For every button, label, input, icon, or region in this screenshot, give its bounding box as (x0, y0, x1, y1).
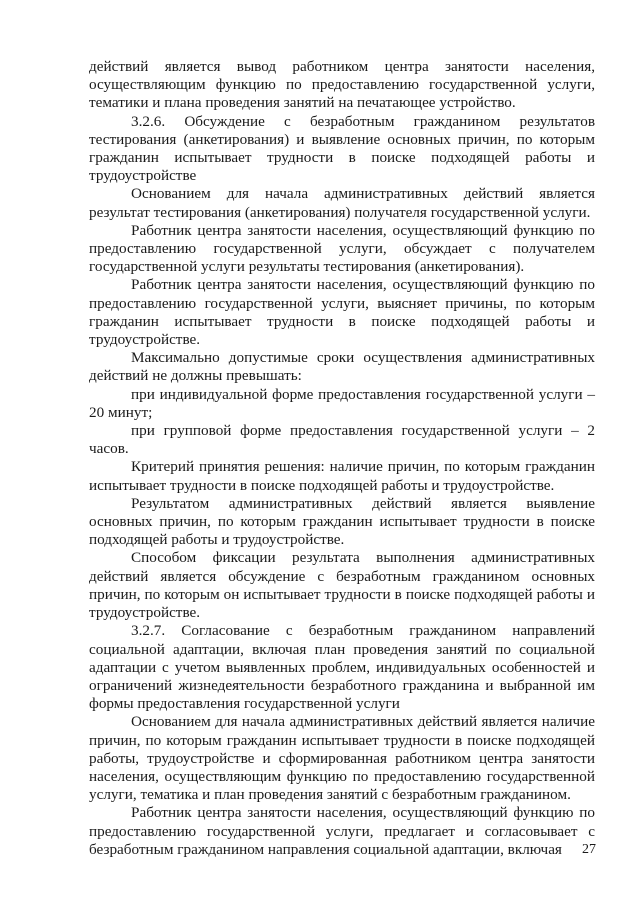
paragraph: Основанием для начала административных действий является наличие причин, по которым гражданин испытывает трудности в поиске подходящей работы, трудоустройстве и сформированная работником центра занятости населения, осуществляющим функцию по предоставлению государственной услуги, тематика и план проведения занятий с безработным гражданином. (89, 713, 595, 804)
paragraph: Работник центра занятости населения, осуществляющий функцию по предоставлению государственной услуги, обсуждает с получателем государственной услуги результаты тестирования (анкетирования). (89, 221, 595, 276)
paragraph-list-item: при индивидуальной форме предоставления государственной услуги – 20 минут; (89, 385, 595, 421)
paragraph-section-3-2-7-heading: 3.2.7. Согласование с безработным гражданином направлений социальной адаптации, включая план проведения занятий по социальной адаптации с учетом выявленных проблем, индивидуальных особенностей и ограничений жизнедеятельности безработного гражданина и выбранной им формы предоставления государственной услуги (89, 622, 595, 713)
paragraph: Способом фиксации результата выполнения административных действий является обсуждение с безработным гражданином основных причин, по которым он испытывает трудности в поиске подходящей работы и трудоустройстве. (89, 549, 595, 622)
paragraph: Критерий принятия решения: наличие причин, по которым гражданин испытывает трудности в поиске подходящей работы и трудоустройстве. (89, 458, 595, 494)
paragraph: Максимально допустимые сроки осуществления административных действий не должны превышать: (89, 349, 595, 385)
paragraph: Работник центра занятости населения, осуществляющий функцию по предоставлению государственной услуги, предлагает и согласовывает с безработным гражданином направления социальной адаптации, включая (89, 804, 595, 858)
paragraph-section-3-2-6-heading: 3.2.6. Обсуждение с безработным гражданином результатов тестирования (анкетирования) и выявление основных причин, по которым гражданин испытывает трудности в поиске подходящей работы и трудоустройстве (89, 112, 595, 185)
paragraph-list-item: при групповой форме предоставления государственной услуги – 2 часов. (89, 422, 595, 458)
paragraph-continuation: действий является вывод работником центра занятости населения, осуществляющим функцию по предоставлению государственной услуги, тематики и плана проведения занятий на печатающее устройство. (89, 58, 595, 112)
body-text (89, 58, 595, 859)
paragraph: Работник центра занятости населения, осуществляющий функцию по предоставлению государственной услуги, выясняет причины, по которым гражданин испытывает трудности в поиске подходящей работы и трудоустройстве. (89, 276, 595, 349)
paragraph: Основанием для начала административных действий является результат тестирования (анкетирования) получателя государственной услуги. (89, 185, 595, 221)
paragraph: Результатом административных действий является выявление основных причин, по которым гражданин испытывает трудности в поиске подходящей работы и трудоустройстве. (89, 494, 595, 549)
page-number: 27 (582, 842, 596, 857)
